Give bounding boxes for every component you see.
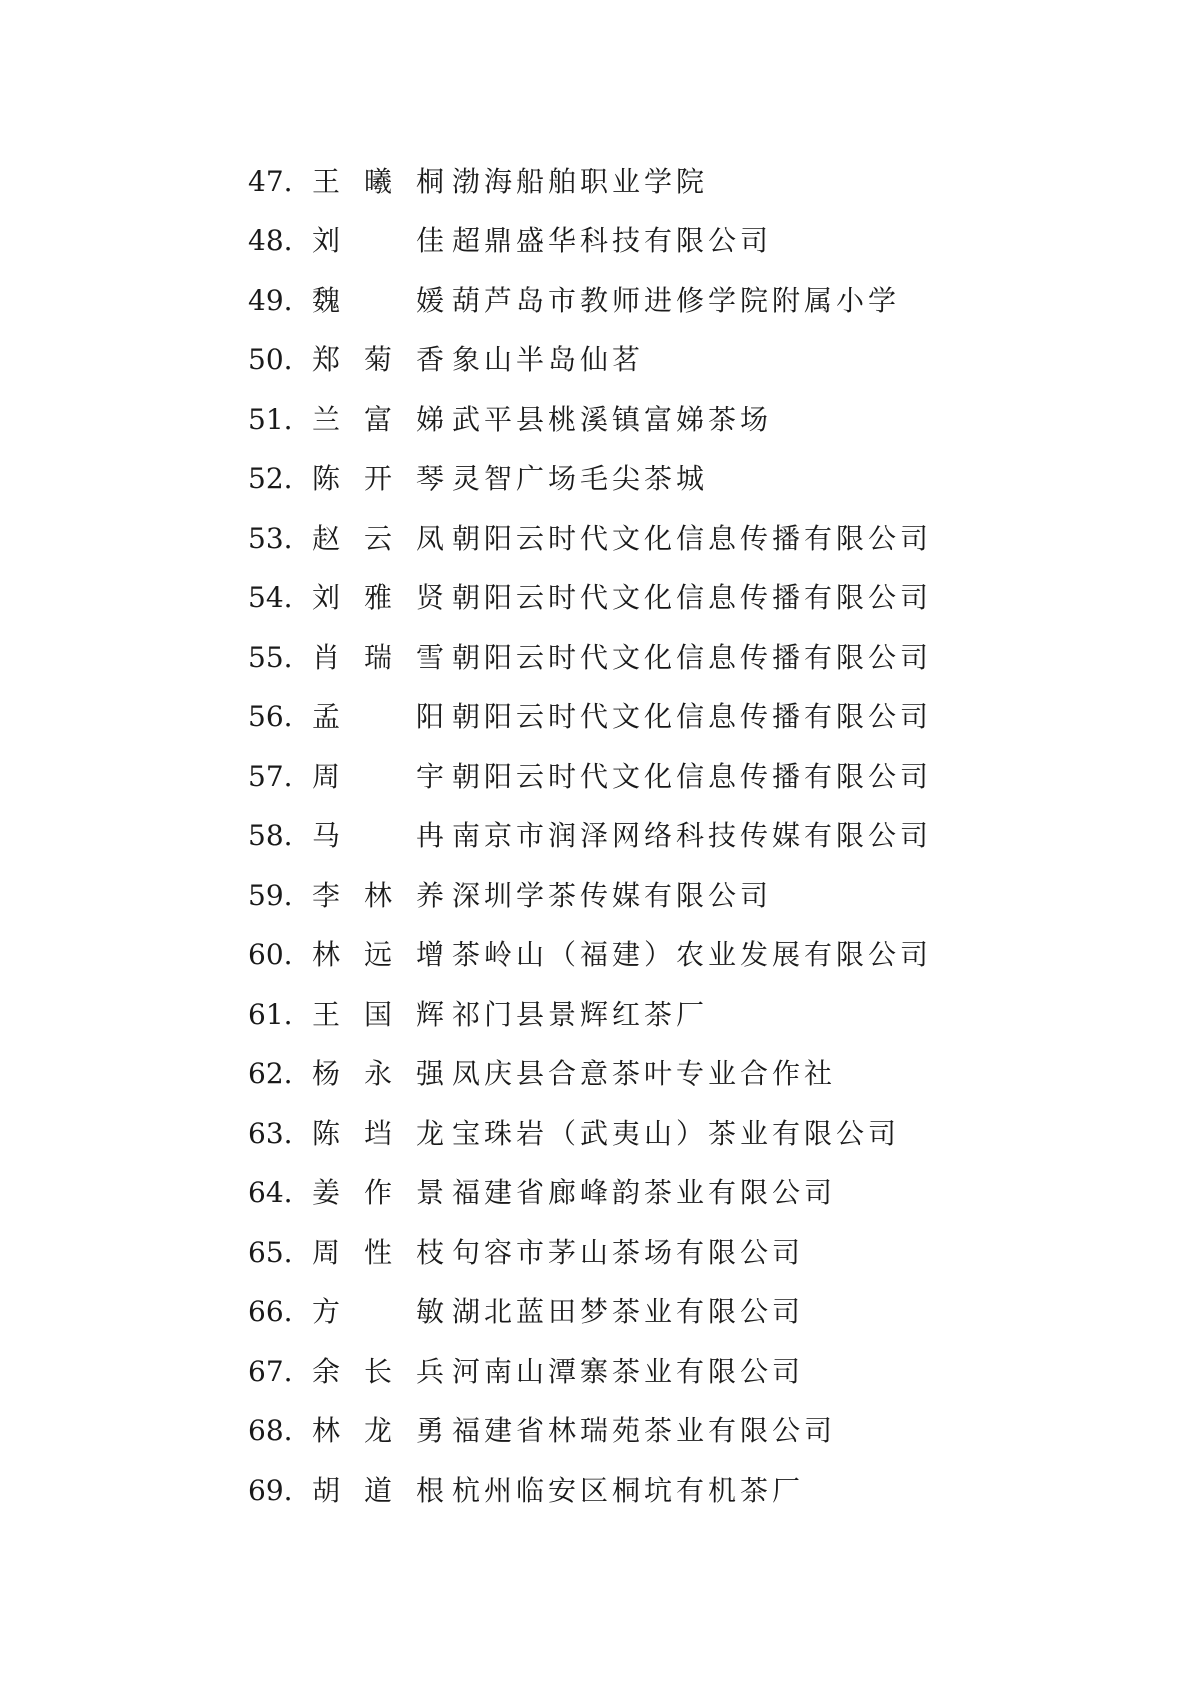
organization-name: 河南山潭寨茶业有限公司 [452,1354,805,1388]
item-number: 65. [248,1235,293,1269]
organization-name: 朝阳云时代文化信息传播有限公司 [452,700,933,734]
organization-name: 湖北蓝田梦茶业有限公司 [452,1295,805,1329]
person-name: 刘雅贤 [312,581,448,615]
item-number: 52. [248,462,293,496]
item-number: 62. [248,1057,293,1091]
list-item [248,807,1068,867]
item-number: 56. [248,700,293,734]
organization-name: 武平县桃溪镇富娣茶场 [452,402,773,436]
list-item [248,866,1068,926]
item-number: 64. [248,1176,293,1210]
item-number: 59. [248,878,293,912]
item-number: 57. [248,759,293,793]
organization-name: 南京市润泽网络科技传媒有限公司 [452,819,933,853]
list-item [248,1223,1068,1283]
list-item [248,1104,1068,1164]
list-item [248,1402,1068,1462]
organization-name: 宝珠岩（武夷山）茶业有限公司 [452,1116,901,1150]
person-name: 周性枝 [312,1235,448,1269]
person-name: 肖瑞雪 [312,640,448,674]
item-number: 69. [248,1473,293,1507]
list-item [248,152,1068,212]
person-name: 李林养 [312,878,448,912]
list-item [248,1164,1068,1224]
item-number: 47. [248,164,293,198]
person-name: 兰富娣 [312,402,448,436]
organization-name: 祁门县景辉红茶厂 [452,997,709,1031]
organization-name: 深圳学茶传媒有限公司 [452,878,773,912]
list-item [248,331,1068,391]
item-number: 68. [248,1414,293,1448]
organization-name: 句容市茅山茶场有限公司 [452,1235,805,1269]
organization-name: 超鼎盛华科技有限公司 [452,224,773,258]
organization-name: 朝阳云时代文化信息传播有限公司 [452,640,933,674]
person-name: 王国辉 [312,997,448,1031]
list-item [248,1342,1068,1402]
list-item [248,985,1068,1045]
item-number: 61. [248,997,293,1031]
organization-name: 凤庆县合意茶叶专业合作社 [452,1057,837,1091]
item-number: 48. [248,224,293,258]
person-name: 方 敏 [312,1295,448,1329]
person-name: 胡道根 [312,1473,448,1507]
list-item [248,271,1068,331]
person-name: 杨永强 [312,1057,448,1091]
person-name: 姜作景 [312,1176,448,1210]
item-number: 50. [248,343,293,377]
list-item [248,628,1068,688]
person-name: 孟 阳 [312,700,448,734]
item-number: 53. [248,521,293,555]
item-number: 63. [248,1116,293,1150]
person-name: 赵云凤 [312,521,448,555]
person-name: 周 宇 [312,759,448,793]
list-item [248,212,1068,272]
organization-name: 灵智广场毛尖茶城 [452,462,709,496]
list-item [248,1283,1068,1343]
list-item [248,390,1068,450]
person-name: 余长兵 [312,1354,448,1388]
list-item [248,450,1068,510]
organization-name: 渤海船舶职业学院 [452,164,709,198]
list-item [248,1045,1068,1105]
person-name: 陈垱龙 [312,1116,448,1150]
person-name: 郑菊香 [312,343,448,377]
list-item [248,747,1068,807]
name-list [248,152,1068,1521]
organization-name: 茶岭山（福建）农业发展有限公司 [452,938,933,972]
person-name: 马 冉 [312,819,448,853]
item-number: 51. [248,402,293,436]
organization-name: 朝阳云时代文化信息传播有限公司 [452,521,933,555]
list-item [248,926,1068,986]
organization-name: 福建省廊峰韵茶业有限公司 [452,1176,837,1210]
item-number: 60. [248,938,293,972]
organization-name: 杭州临安区桐坑有机茶厂 [452,1473,805,1507]
list-item [248,569,1068,629]
person-name: 林龙勇 [312,1414,448,1448]
item-number: 67. [248,1354,293,1388]
item-number: 54. [248,581,293,615]
organization-name: 福建省林瑞苑茶业有限公司 [452,1414,837,1448]
person-name: 林远增 [312,938,448,972]
person-name: 陈开琴 [312,462,448,496]
list-item [248,509,1068,569]
person-name: 王曦桐 [312,164,448,198]
person-name: 魏 媛 [312,283,448,317]
list-item [248,1461,1068,1521]
person-name: 刘 佳 [312,224,448,258]
item-number: 58. [248,819,293,853]
organization-name: 朝阳云时代文化信息传播有限公司 [452,581,933,615]
item-number: 55. [248,640,293,674]
list-item [248,688,1068,748]
item-number: 66. [248,1295,293,1329]
organization-name: 葫芦岛市教师进修学院附属小学 [452,283,901,317]
organization-name: 象山半岛仙茗 [452,343,645,377]
organization-name: 朝阳云时代文化信息传播有限公司 [452,759,933,793]
item-number: 49. [248,283,293,317]
